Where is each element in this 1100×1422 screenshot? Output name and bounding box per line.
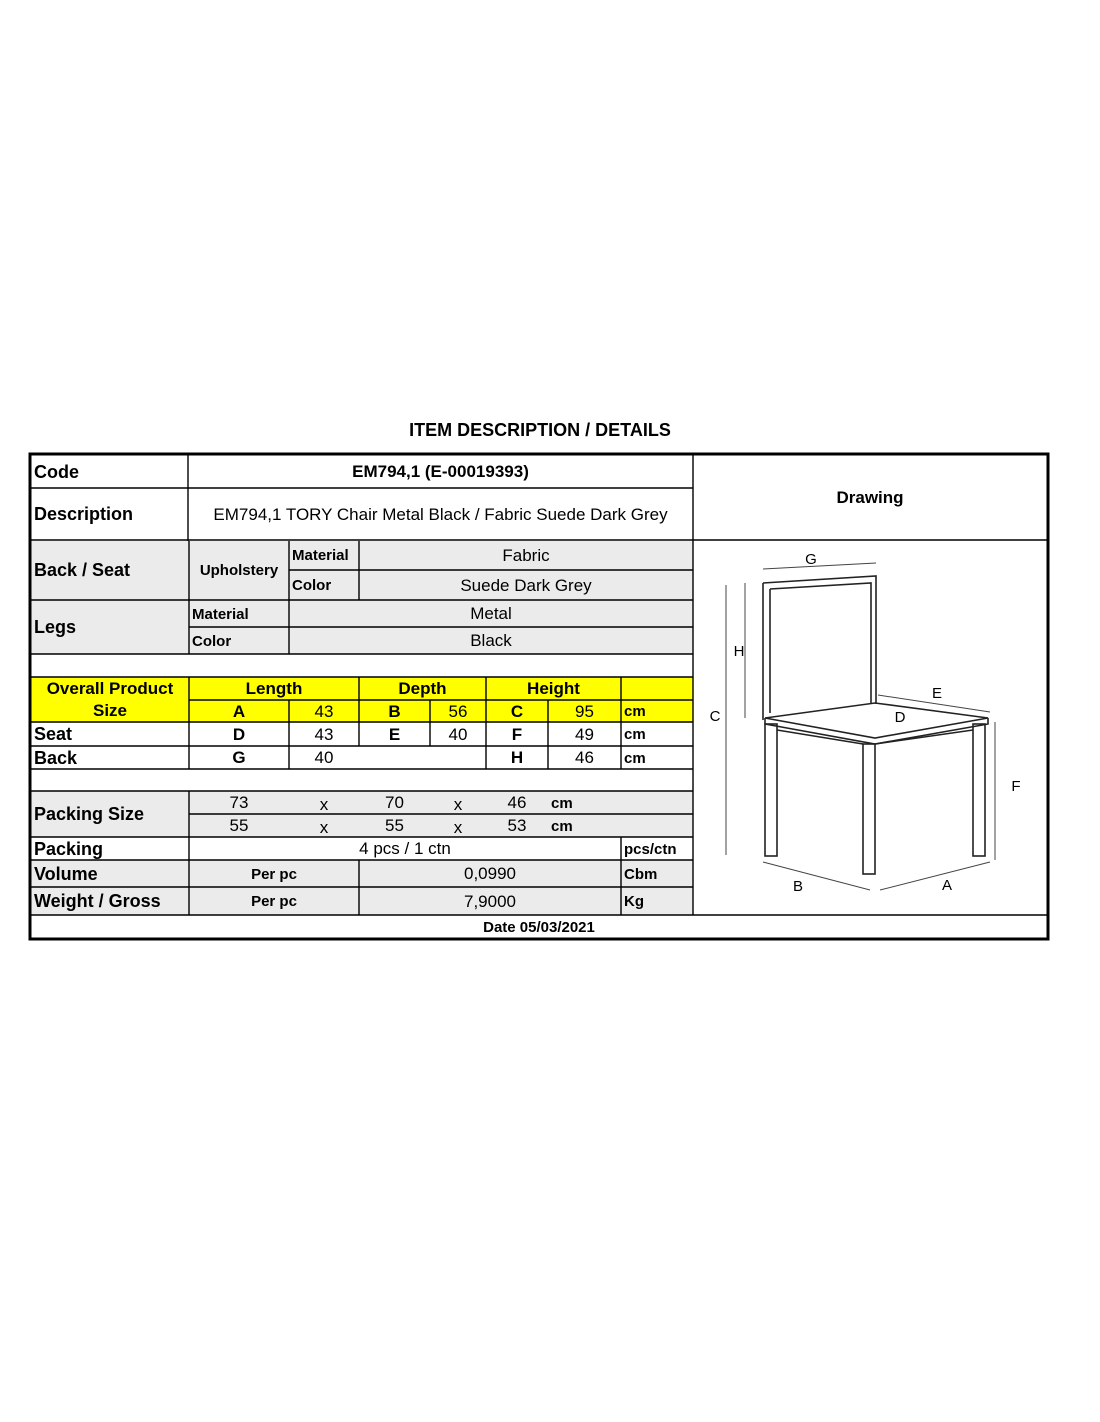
length-header: Length	[245, 679, 303, 698]
drawing-letter-h: H	[733, 642, 745, 660]
legs-color-label: Color	[192, 632, 232, 650]
packing-size-1-length: 73	[229, 793, 249, 812]
packing-size-label: Packing Size	[34, 804, 145, 824]
volume-value: 0,0990	[464, 864, 516, 883]
back-seat-color-label: Color	[292, 577, 332, 594]
drawing-label: Drawing	[836, 488, 904, 507]
legs-color: Black	[470, 631, 512, 650]
back-letter-g: G	[232, 748, 246, 767]
packing-unit: pcs/ctn	[624, 840, 677, 858]
packing-size-1-x1: x	[319, 795, 329, 814]
back-unit: cm	[624, 749, 646, 767]
legs-material: Metal	[470, 604, 512, 623]
drawing-letter-f: F	[1011, 777, 1021, 795]
back-seat-material-label: Material	[292, 547, 349, 564]
volume-unit: Cbm	[624, 865, 658, 883]
seat-letter-f: F	[511, 724, 523, 744]
drawing-letter-c: C	[709, 707, 721, 725]
back-seat-material: Fabric	[502, 545, 550, 565]
weight-unit: Kg	[624, 893, 644, 910]
seat-depth-value: 40	[448, 724, 468, 744]
overall-letter-a: A	[232, 701, 246, 721]
back-letter-h: H	[510, 748, 524, 767]
weight-value: 7,9000	[464, 891, 516, 911]
back-seat-color: Suede Dark Grey	[460, 575, 592, 595]
date: Date 05/03/2021	[483, 918, 595, 936]
packing-size-1-x2: x	[453, 795, 463, 814]
packing-size-2-length: 55	[229, 816, 249, 835]
drawing-letter-b: B	[792, 877, 803, 895]
overall-height-value: 95	[575, 701, 594, 721]
seat-letter-d: D	[232, 724, 246, 744]
drawing-letter-e: E	[931, 684, 942, 702]
code-value: EM794,1 (E-00019393)	[352, 462, 529, 481]
upholstery-label: Upholstery	[199, 562, 279, 579]
drawing-letter-a: A	[941, 876, 952, 894]
packing-size-1-unit: cm	[551, 794, 573, 812]
drawing-letter-d: D	[894, 708, 906, 726]
legs-material-label: Material	[192, 605, 249, 623]
page-title: ITEM DESCRIPTION / DETAILS	[409, 420, 671, 440]
packing-size-1-width: 70	[385, 793, 404, 812]
overall-unit: cm	[624, 703, 646, 720]
packing-label: Packing	[34, 838, 104, 859]
overall-size-label-line2: Size	[92, 701, 128, 720]
packing-size-2-height: 53	[507, 816, 527, 835]
seat-length-value: 43	[314, 724, 334, 744]
depth-header: Depth	[398, 679, 447, 698]
volume-per: Per pc	[251, 865, 297, 883]
overall-size-label-line1: Overall Product	[46, 679, 174, 698]
drawing-letter-g: G	[805, 550, 817, 568]
volume-label: Volume	[34, 863, 98, 884]
packing-size-2-x1: x	[319, 818, 329, 837]
code-label: Code	[34, 461, 79, 482]
overall-length-value: 43	[314, 701, 334, 721]
height-header: Height	[527, 679, 580, 698]
description-value: EM794,1 TORY Chair Metal Black / Fabric Suede Dark Grey	[213, 504, 668, 524]
weight-label: Weight / Gross	[34, 891, 161, 911]
back-seat-label: Back / Seat	[34, 560, 131, 580]
seat-letter-e: E	[388, 724, 401, 744]
packing-size-2-unit: cm	[551, 817, 573, 835]
weight-per: Per pc	[251, 893, 297, 910]
back-width-value: 40	[314, 748, 334, 767]
seat-unit: cm	[624, 726, 646, 743]
back-label: Back	[34, 747, 78, 768]
description-label: Description	[34, 504, 134, 524]
packing-value: 4 pcs / 1 ctn	[359, 839, 451, 858]
overall-letter-b: B	[388, 701, 401, 721]
packing-size-2-x2: x	[453, 818, 463, 837]
packing-size-1-height: 46	[507, 793, 527, 812]
overall-depth-value: 56	[448, 701, 468, 721]
legs-label: Legs	[34, 617, 77, 637]
seat-label: Seat	[34, 724, 73, 744]
back-height-value: 46	[575, 748, 594, 767]
seat-height-value: 49	[575, 724, 594, 744]
packing-size-2-width: 55	[385, 816, 404, 835]
overall-letter-c: C	[510, 701, 524, 721]
